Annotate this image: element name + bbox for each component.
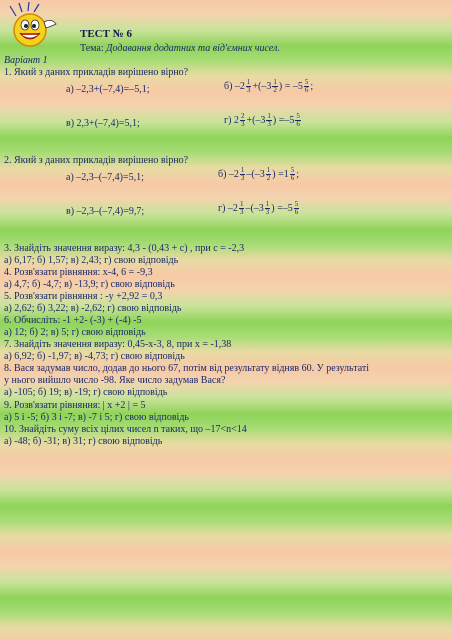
q1-option-a: а) –2,3+(–7,4)=–5,1;: [66, 84, 150, 95]
topic-label: Тема:: [80, 43, 104, 54]
question-line-7: 7. Знайдіть значення виразу: 0,45-х-3, 8, при х = -1,38: [4, 339, 232, 350]
answer-line-3: а) 6,17; б) 1,57; в) 2,43; г) свою відповідь: [4, 255, 179, 266]
test-title: ТЕСТ № 6: [80, 28, 133, 40]
q2-option-b: б) –2 $\frac{1}{3}$ –(–3 $\frac{1}{2}$ ) =1 $\frac{5}{6}$ ;: [218, 166, 300, 182]
answer-line-9: а) 5 і -5; б) 3 і -7; в) -7 і 5; г) свою відповідь: [4, 412, 189, 423]
question-line-4: 4. Розв'язати рівняння: х-4, 6 = -9,3: [4, 267, 153, 278]
question-line-8b: у нього вийшло число -98. Яке число задумав Вася?: [4, 375, 226, 386]
question-line-9: 9. Розв'язати рівняння: | х +2 | = 5: [4, 400, 146, 411]
q2-question: 2. Який з даних прикладів вирішено вірно?: [4, 155, 189, 166]
answer-line-6: а) 12; б) 2; в) 5; г) свою відповідь: [4, 327, 146, 338]
q2-option-d: г) –2 $\frac{1}{3}$ –(–3 $\frac{1}{3}$ ) =–5 $\frac{5}{6}$: [218, 200, 299, 216]
q1-question: 1. Який з даних прикладів вирішено вірно?: [4, 67, 189, 78]
topic-line: [80, 43, 280, 54]
smiley-logo-icon: [6, 2, 60, 52]
q2-option-c: в) –2,3–(–7,4)=9,7;: [66, 206, 145, 217]
answer-line-4: а) 4,7; б) -4,7; в) -13,9; г) свою відповідь: [4, 279, 175, 290]
q1-option-b: б) –2 $\frac{1}{3}$ +(–3 $\frac{1}{2}$ ) = –5 $\frac{5}{6}$ ;: [224, 78, 314, 94]
answer-line-5: а) 2,62; б) 3,22; в) -2,62; г) свою відповідь: [4, 303, 182, 314]
q1-option-d: г) 2 $\frac{2}{3}$ +(–3 $\frac{1}{3}$ ) =–5 $\frac{5}{6}$: [224, 112, 300, 128]
answer-line-8: а) -105; б) 19; в) -19; г) свою відповідь: [4, 387, 168, 398]
variant-label: Варіант 1: [4, 55, 48, 66]
question-line-6: 6. Обчисліть: -1 +2- (-3) + (-4) -5: [4, 315, 142, 326]
q1-option-c: в) 2,3+(–7,4)=5,1;: [66, 118, 140, 129]
answer-line-10: а) -48; б) -31; в) 31; г) свою відповідь: [4, 436, 163, 447]
question-line-5: 5. Розв'язати рівняння : -у +2,92 = 0,3: [4, 291, 163, 302]
topic-text: Додавання додатних та від'ємних чисел.: [106, 43, 280, 54]
answer-line-7: а) 6,92; б) -1,97; в) -4,73; г) свою відповідь: [4, 351, 185, 362]
question-line-8a: 8. Вася задумав число, додав до нього 67, потім від результату відняв 60. У результаті: [4, 363, 370, 374]
question-line-10: 10. Знайдіть суму всіх цілих чисел n таких, що –17<n<14: [4, 424, 247, 435]
q2-option-a: а) –2,3–(–7,4)=5,1;: [66, 172, 144, 183]
question-line-3: 3. Знайдіть значення виразу: 4,3 - (0,43 + с) , при с = -2,3: [4, 243, 245, 254]
